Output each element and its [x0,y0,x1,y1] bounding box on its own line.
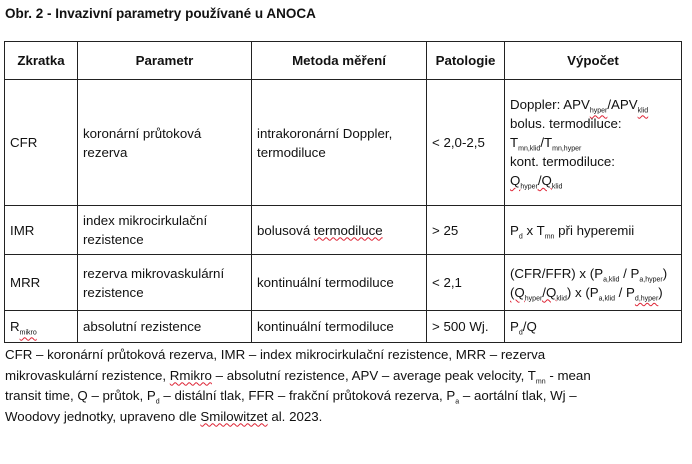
table-header-row [5,42,682,80]
cell-param: koronární průtoková rezerva [78,80,252,206]
header-param: Parametr [78,42,252,80]
footnote-subscript: d [155,398,160,406]
footnote-text: – absolutní rezistence, APV – average peak velocity, T [211,367,536,383]
table-row [5,206,682,255]
cell-param: index mikrocirkulační rezistence [78,206,252,255]
calc-text: T [510,135,519,150]
footnote-text: Smilowitzet [200,408,268,424]
footnote-line: CFR – koronární průtoková rezerva, IMR – index mikrocirkulační rezistence, MRR – rezerva [5,347,546,362]
cell-calc [505,206,682,255]
cell-abbr [5,311,78,343]
cell-param: absolutní rezistence [78,311,252,343]
calc-subscript: a,hyper [639,276,663,284]
header-patho: Patologie [427,42,505,80]
calc-line [510,264,676,283]
figure-title: Obr. 2 - Invazivní parametry používané u ANOCA [5,6,316,21]
calc-text [510,284,567,303]
header-abbr: Zkratka [5,42,78,80]
calc-subscript: hyper [520,183,538,191]
method-text: termodiluce [313,222,383,238]
calc-text: / P [614,284,635,300]
footnote-subscript: mn [535,378,546,386]
calc-text: / P [619,265,640,281]
calc-subscript: klid [637,107,649,115]
cell-param: rezerva mikrovaskulární rezistence [78,255,252,311]
footnote-subscript: a [455,398,460,406]
calc-text: ) [662,265,668,281]
calc-text [537,173,563,191]
footnote-text: Woodovy jednotky, upraveno dle [5,408,201,424]
footnote-text: – distální tlak, FFR – frakční průtoková rezerva, P [159,388,456,403]
calc-subscript: mn,klid [518,145,541,153]
footnote [5,345,689,427]
calc-subscript: klid [556,295,567,303]
calc-subscript: hyper [589,107,608,115]
calc-text: /Q [537,173,552,188]
calc-text: ) [658,284,663,300]
cell-patho: < 2,0-2,5 [427,80,505,206]
calc-text: Doppler: APV [510,97,590,112]
calc-text [510,173,538,191]
calc-subscript: mn [544,233,555,241]
cell-calc [505,80,682,206]
cell-patho: > 500 Wj. [427,311,505,343]
calc-subscript: a,klid [598,295,615,303]
calc-subscript: d [518,329,523,337]
cell-method [252,206,427,255]
calc-subscript: klid [551,183,563,191]
calc-text: /Q [542,284,557,300]
calc-text: P [510,222,519,238]
calc-text: Q [510,173,521,188]
footnote-text: transit time, Q – průtok, P [5,388,156,403]
calc-subscript: d [518,233,523,241]
footnote-line [5,366,689,387]
parameters-table [4,41,682,343]
calc-line: bolus. termodiluce: [510,116,622,131]
calc-subscript: mn,hyper [552,145,582,153]
table-row [5,80,682,206]
calc-text: (Q [510,284,525,300]
calc-text: x T [522,222,545,238]
cell-calc [505,311,682,343]
table-row [5,255,682,311]
cell-patho: < 2,1 [427,255,505,311]
calc-text: (CFR/FFR) x (P [510,265,604,281]
cell-method: kontinuální termodiluce [252,255,427,311]
table-row [5,311,682,343]
calc-text: /Q [522,319,537,334]
footnote-text: Rmikro [169,367,212,383]
cell-abbr: MRR [5,255,78,311]
header-method: Metoda měření [252,42,427,80]
footnote-line [5,386,689,407]
calc-line [510,171,676,190]
cell-abbr: CFR [5,80,78,206]
footnote-text: – aortální tlak, Wj – [459,388,577,403]
footnote-line [5,407,689,428]
footnote-text: al. 2023. [267,408,323,424]
calc-line [510,95,676,114]
calc-text: ) x (P [566,284,599,300]
cell-calc [505,255,682,311]
calc-text: /T [540,135,553,150]
header-calc: Výpočet [505,42,682,80]
calc-text: P [510,319,519,334]
calc-line [510,283,676,302]
cell-patho: > 25 [427,206,505,255]
calc-line [510,133,676,152]
calc-text: /APV [607,97,638,112]
cell-method: kontinuální termodiluce [252,311,427,343]
calc-text: při hyperemii [554,222,635,238]
calc-line: kont. termodiluce: [510,154,615,169]
cell-abbr: IMR [5,206,78,255]
abbr-subscript: mikro [19,329,37,337]
footnote-text: - mean [545,367,591,383]
calc-subscript: d,hyper [634,295,659,303]
footnote-text: mikrovaskulární rezistence, [5,367,170,383]
abbr-text: R [10,319,20,334]
calc-subscript: hyper [524,295,543,303]
calc-subscript: a,klid [603,276,620,284]
cell-method: intrakoronární Doppler, termodiluce [252,80,427,206]
method-text: bolusová [257,222,314,238]
